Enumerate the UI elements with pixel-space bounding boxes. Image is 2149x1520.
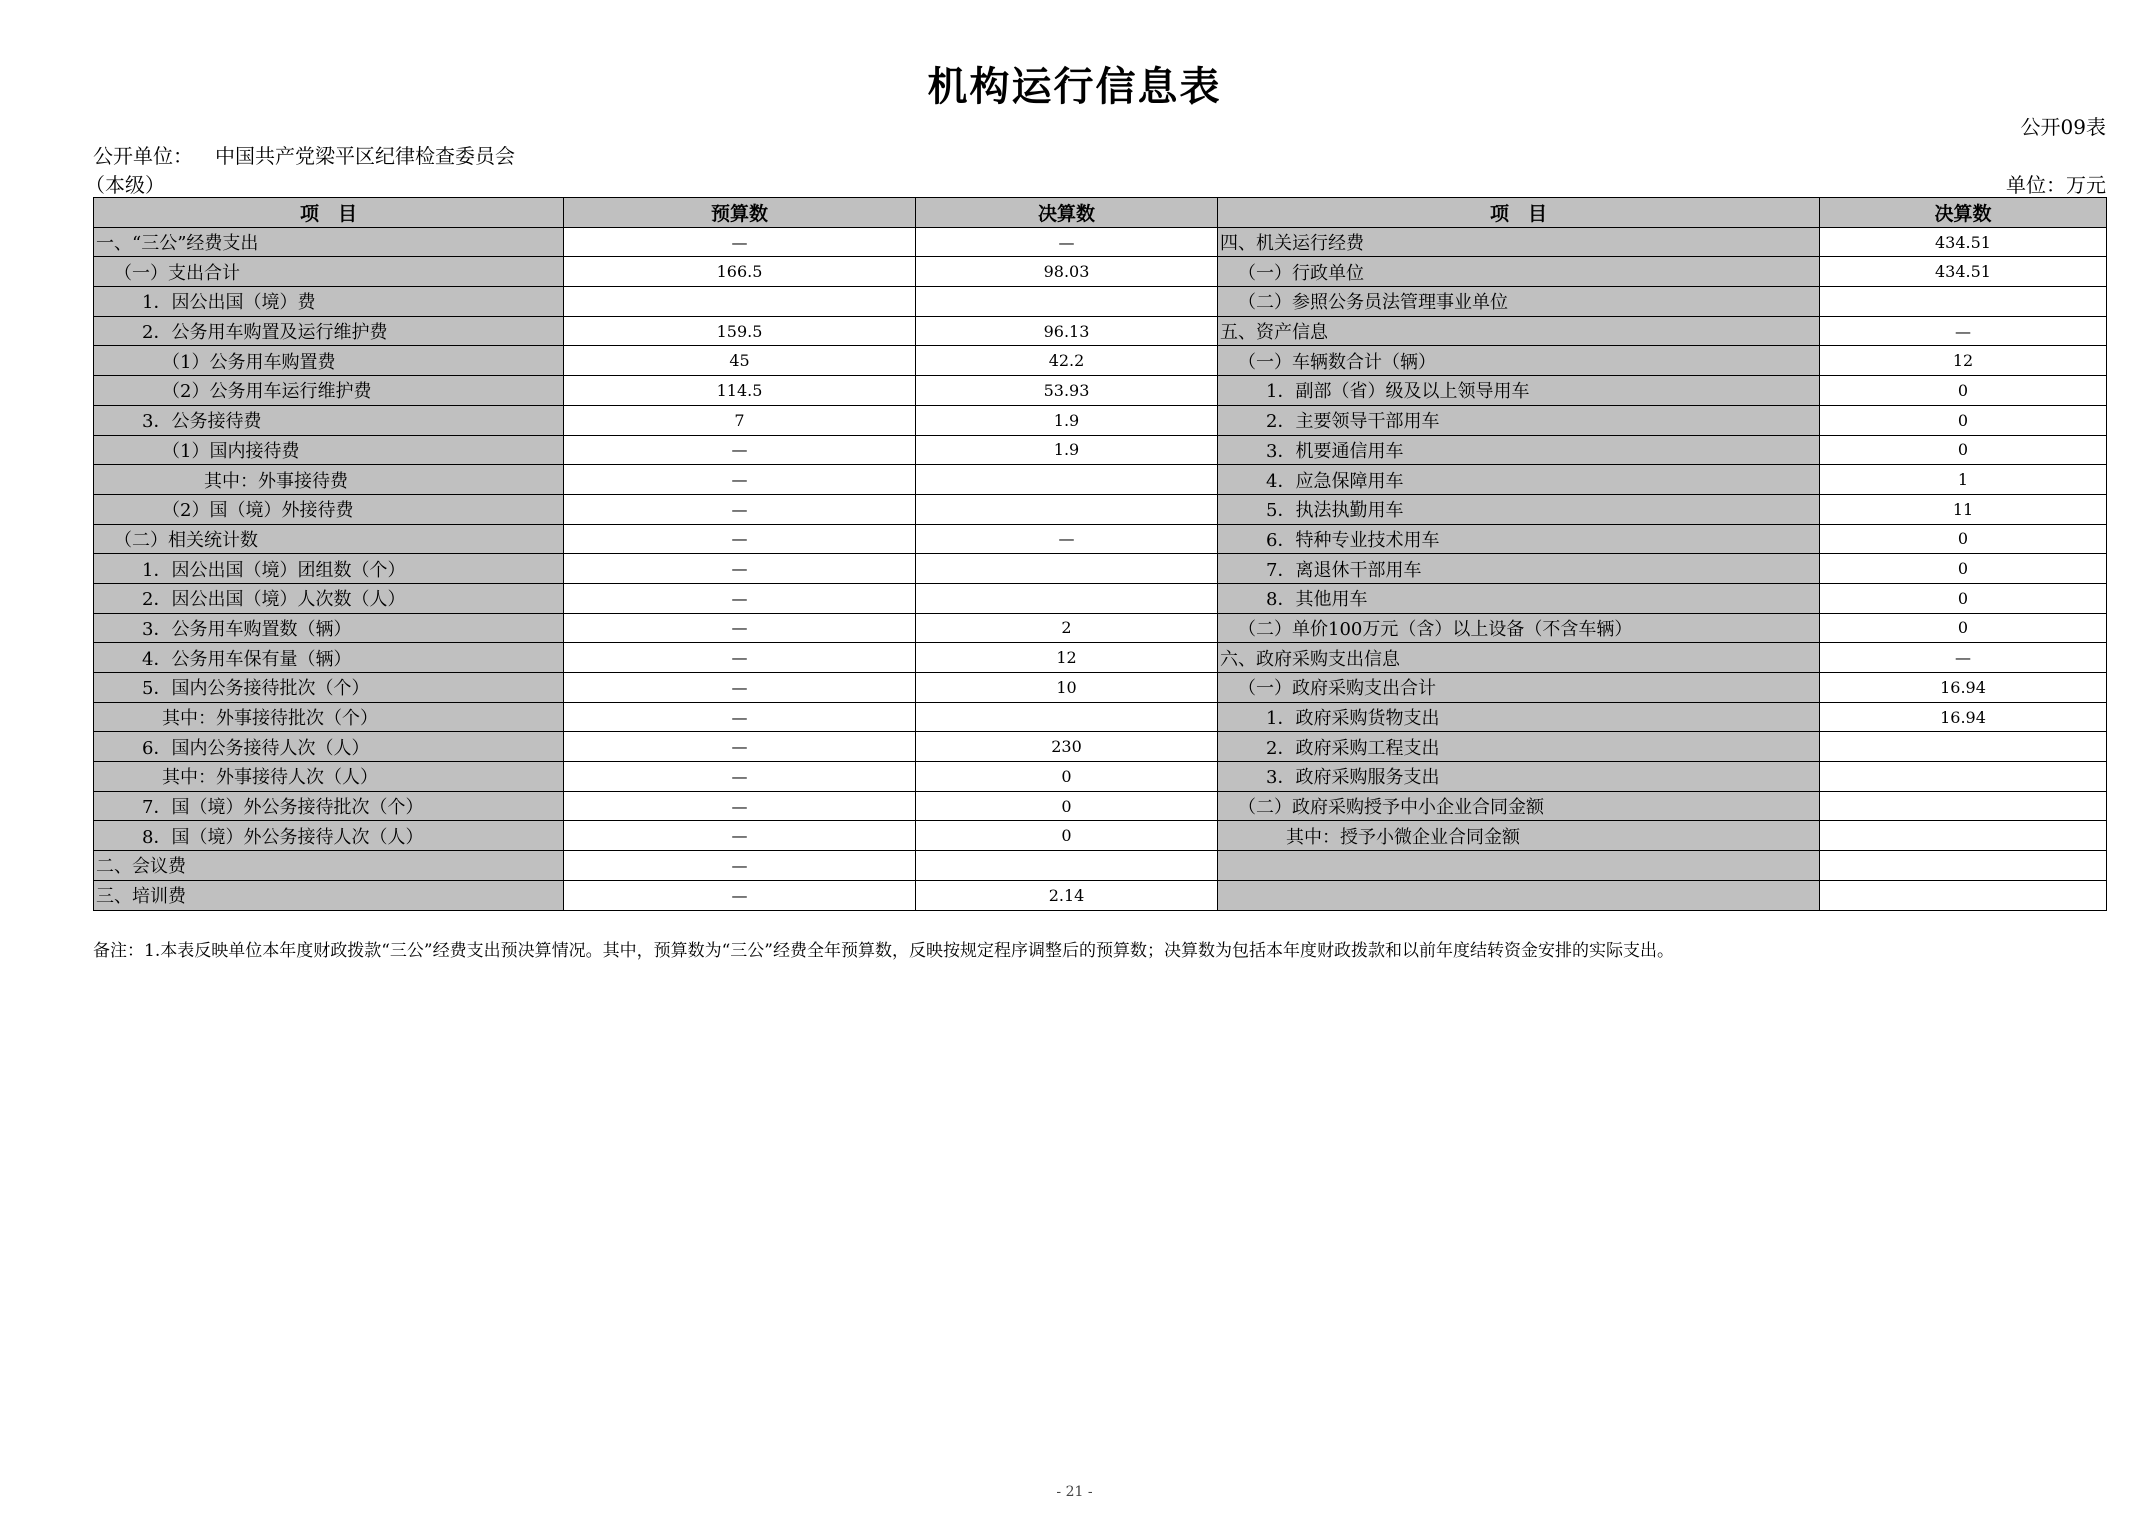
header-right-final: 决算数 [1820, 198, 2107, 228]
right-item-cell: 4．应急保障用车 [1218, 465, 1820, 495]
table-row [94, 702, 2107, 732]
right-final-cell [1820, 791, 2107, 821]
left-item-cell: （1）国内接待费 [94, 435, 564, 465]
right-final-cell: 434.51 [1820, 257, 2107, 287]
table-row [94, 821, 2107, 851]
budget-cell: — [564, 554, 916, 584]
final-cell: — [916, 524, 1218, 554]
left-item-cell: （2）国（境）外接待费 [94, 494, 564, 524]
left-item-cell: 8．国（境）外公务接待人次（人） [94, 821, 564, 851]
final-cell: 42.2 [916, 346, 1218, 376]
right-final-cell [1820, 880, 2107, 910]
table-row [94, 732, 2107, 762]
money-unit: 单位：万元 [2006, 173, 2106, 197]
right-item-cell: 其中：授予小微企业合同金额 [1218, 821, 1820, 851]
table-header-row [94, 198, 2107, 228]
right-item-cell: 7．离退休干部用车 [1218, 554, 1820, 584]
right-item-cell: 3．机要通信用车 [1218, 435, 1820, 465]
form-code: 公开09表 [2020, 115, 2106, 139]
budget-cell: — [564, 465, 916, 495]
table-row [94, 494, 2107, 524]
table-row [94, 791, 2107, 821]
final-cell: 230 [916, 732, 1218, 762]
budget-cell: 7 [564, 405, 916, 435]
right-final-cell: 16.94 [1820, 673, 2107, 703]
right-item-cell: （一）行政单位 [1218, 257, 1820, 287]
budget-cell: — [564, 762, 916, 792]
budget-cell: — [564, 821, 916, 851]
right-final-cell: 1 [1820, 465, 2107, 495]
right-final-cell: 0 [1820, 435, 2107, 465]
right-item-cell: 四、机关运行经费 [1218, 227, 1820, 257]
right-final-cell: 0 [1820, 613, 2107, 643]
final-cell [916, 554, 1218, 584]
right-final-cell: 16.94 [1820, 702, 2107, 732]
page-title: 机构运行信息表 [927, 63, 1222, 110]
budget-cell: 159.5 [564, 316, 916, 346]
right-item-cell: 1．副部（省）级及以上领导用车 [1218, 376, 1820, 406]
table-row [94, 465, 2107, 495]
right-item-cell: 五、资产信息 [1218, 316, 1820, 346]
budget-cell: — [564, 435, 916, 465]
right-item-cell: 6．特种专业技术用车 [1218, 524, 1820, 554]
final-cell: 0 [916, 762, 1218, 792]
table-row [94, 583, 2107, 613]
final-cell: 96.13 [916, 316, 1218, 346]
right-item-cell: 3．政府采购服务支出 [1218, 762, 1820, 792]
table-row [94, 316, 2107, 346]
final-cell [916, 494, 1218, 524]
right-item-cell: 1．政府采购货物支出 [1218, 702, 1820, 732]
level-label: （本级） [85, 173, 165, 197]
final-cell: 0 [916, 821, 1218, 851]
right-item-cell: 5．执法执勤用车 [1218, 494, 1820, 524]
unit-line [93, 140, 515, 169]
right-final-cell: 0 [1820, 405, 2107, 435]
left-item-cell: 其中：外事接待批次（个） [94, 702, 564, 732]
budget-cell: 114.5 [564, 376, 916, 406]
budget-cell: — [564, 851, 916, 881]
budget-cell: — [564, 613, 916, 643]
right-item-cell: （一）车辆数合计（辆） [1218, 346, 1820, 376]
operations-info-table [93, 197, 2107, 911]
right-final-cell [1820, 732, 2107, 762]
page-number: - 21 - [1056, 1484, 1093, 1500]
left-item-cell: 2．公务用车购置及运行维护费 [94, 316, 564, 346]
budget-cell: — [564, 524, 916, 554]
left-item-cell: 5．国内公务接待批次（个） [94, 673, 564, 703]
budget-cell: — [564, 702, 916, 732]
final-cell [916, 287, 1218, 317]
final-cell [916, 702, 1218, 732]
right-item-cell: （一）政府采购支出合计 [1218, 673, 1820, 703]
left-item-cell: 1．因公出国（境）费 [94, 287, 564, 317]
right-item-cell [1218, 880, 1820, 910]
final-cell: 12 [916, 643, 1218, 673]
right-item-cell [1218, 851, 1820, 881]
final-cell: 2 [916, 613, 1218, 643]
right-item-cell: （二）参照公务员法管理事业单位 [1218, 287, 1820, 317]
left-item-cell: 2．因公出国（境）人次数（人） [94, 583, 564, 613]
left-item-cell: 一、“三公”经费支出 [94, 227, 564, 257]
table-row [94, 376, 2107, 406]
left-item-cell: 二、会议费 [94, 851, 564, 881]
table-row [94, 257, 2107, 287]
budget-cell: — [564, 227, 916, 257]
left-item-cell: 3．公务用车购置数（辆） [94, 613, 564, 643]
final-cell [916, 583, 1218, 613]
right-final-cell [1820, 821, 2107, 851]
left-item-cell: 7．国（境）外公务接待批次（个） [94, 791, 564, 821]
left-item-cell: 其中：外事接待人次（人） [94, 762, 564, 792]
final-cell: 10 [916, 673, 1218, 703]
final-cell: 0 [916, 791, 1218, 821]
final-cell: — [916, 227, 1218, 257]
table-row [94, 287, 2107, 317]
budget-cell: — [564, 643, 916, 673]
right-final-cell: — [1820, 316, 2107, 346]
right-final-cell [1820, 851, 2107, 881]
right-final-cell: 0 [1820, 524, 2107, 554]
table-row [94, 880, 2107, 910]
right-item-cell: 2．主要领导干部用车 [1218, 405, 1820, 435]
table-row [94, 613, 2107, 643]
final-cell [916, 465, 1218, 495]
table-row [94, 762, 2107, 792]
right-item-cell: （二）政府采购授予中小企业合同金额 [1218, 791, 1820, 821]
budget-cell: — [564, 732, 916, 762]
right-item-cell: 六、政府采购支出信息 [1218, 643, 1820, 673]
table-row [94, 851, 2107, 881]
final-cell [916, 851, 1218, 881]
right-final-cell [1820, 762, 2107, 792]
left-item-cell: （2）公务用车运行维护费 [94, 376, 564, 406]
right-final-cell [1820, 287, 2107, 317]
left-item-cell: （二）相关统计数 [94, 524, 564, 554]
budget-cell: — [564, 791, 916, 821]
header-final: 决算数 [916, 198, 1218, 228]
table-row [94, 227, 2107, 257]
unit-name: 中国共产党梁平区纪律检查委员会 [215, 144, 515, 168]
table-body [94, 227, 2107, 910]
right-final-cell: — [1820, 643, 2107, 673]
table-row [94, 673, 2107, 703]
budget-cell [564, 287, 916, 317]
table-row [94, 554, 2107, 584]
right-item-cell: 8．其他用车 [1218, 583, 1820, 613]
final-cell: 98.03 [916, 257, 1218, 287]
right-final-cell: 0 [1820, 583, 2107, 613]
header-right-item: 项 目 [1218, 198, 1820, 228]
right-final-cell: 0 [1820, 376, 2107, 406]
final-cell: 53.93 [916, 376, 1218, 406]
left-item-cell: 三、培训费 [94, 880, 564, 910]
final-cell: 1.9 [916, 435, 1218, 465]
right-final-cell: 11 [1820, 494, 2107, 524]
budget-cell: 45 [564, 346, 916, 376]
table-row [94, 643, 2107, 673]
budget-cell: — [564, 880, 916, 910]
final-cell: 2.14 [916, 880, 1218, 910]
table-note: 备注：1.本表反映单位本年度财政拨款“三公”经费支出预决算情况。其中，预算数为“三公”经费全年预算数，反映按规定程序调整后的预算数；决算数为包括本年度财政拨款和以前年度结转资金安排的实际支出。 [93, 941, 1674, 961]
budget-cell: — [564, 583, 916, 613]
unit-label: 公开单位： [93, 144, 193, 168]
table-row [94, 435, 2107, 465]
left-item-cell: 其中：外事接待费 [94, 465, 564, 495]
table-row [94, 405, 2107, 435]
left-item-cell: 1．因公出国（境）团组数（个） [94, 554, 564, 584]
left-item-cell: （一）支出合计 [94, 257, 564, 287]
left-item-cell: （1）公务用车购置费 [94, 346, 564, 376]
left-item-cell: 3．公务接待费 [94, 405, 564, 435]
budget-cell: — [564, 494, 916, 524]
right-final-cell: 434.51 [1820, 227, 2107, 257]
budget-cell: — [564, 673, 916, 703]
header-budget: 预算数 [564, 198, 916, 228]
right-final-cell: 0 [1820, 554, 2107, 584]
right-item-cell: （二）单价100万元（含）以上设备（不含车辆） [1218, 613, 1820, 643]
header-left-item: 项 目 [94, 198, 564, 228]
right-final-cell: 12 [1820, 346, 2107, 376]
table-row [94, 524, 2107, 554]
left-item-cell: 6．国内公务接待人次（人） [94, 732, 564, 762]
final-cell: 1.9 [916, 405, 1218, 435]
table-row [94, 346, 2107, 376]
left-item-cell: 4．公务用车保有量（辆） [94, 643, 564, 673]
budget-cell: 166.5 [564, 257, 916, 287]
right-item-cell: 2．政府采购工程支出 [1218, 732, 1820, 762]
